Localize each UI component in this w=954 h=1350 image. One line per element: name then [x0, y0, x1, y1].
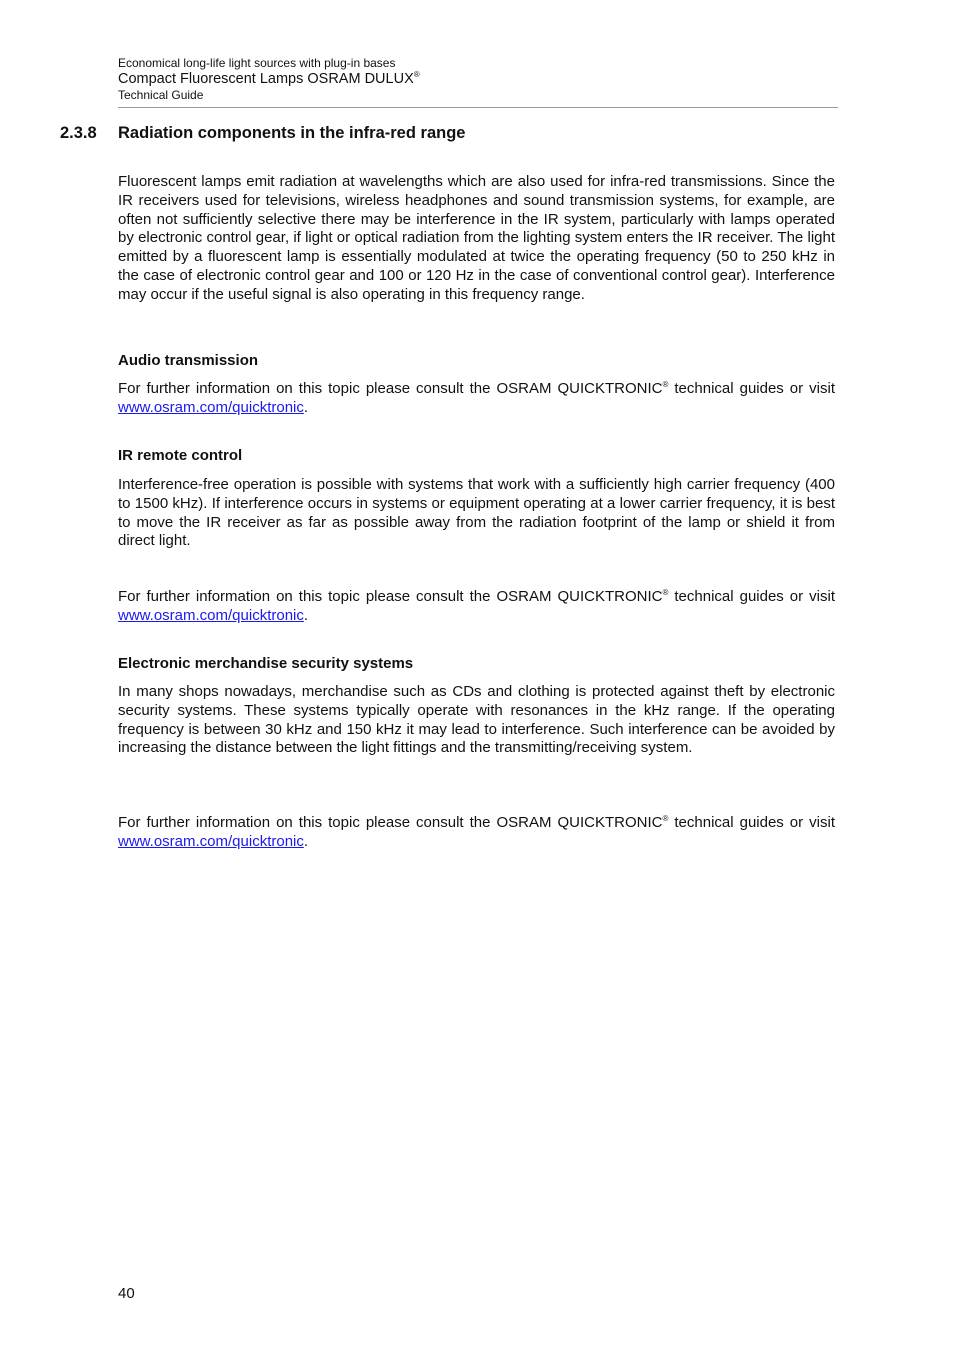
subsection-heading-audio: Audio transmission [118, 352, 259, 369]
quicktronic-link[interactable]: www.osram.com/quicktronic [118, 832, 304, 850]
header-title [118, 71, 838, 88]
section-title: Radiation components in the infra-red range [118, 124, 466, 142]
intro-paragraph: Fluorescent lamps emit radiation at wavelengths which are also used for infra-red transmissions. Since the IR receivers used for televisions, wireless headphones and sound transmission systems, for example, are often not sufficiently selective there may be interference in the IR system, particularly with lamps operated by electronic control gear, if light or optical radiation from the lighting system enters the IR receiver. The light emitted by a fluorescent lamp is essentially modulated at twice the operating frequency (50 to 250 kHz in the case of electronic control gear and 100 or 120 Hz in the case of conventional control gear). Interference may occur if the useful signal is also operating in this frequency range. [118, 173, 835, 303]
further-info-text: technical guides or visit [668, 814, 835, 831]
subsection-heading-ir-remote: IR remote control [118, 447, 243, 464]
subsection-heading-security-systems: Electronic merchandise security systems [118, 655, 414, 672]
further-info-text: For further information on this topic please consult the OSRAM QUICKTRONIC [118, 380, 663, 397]
further-info-paragraph [118, 380, 835, 418]
further-info-text: . [303, 832, 309, 850]
further-info-text: For further information on this topic please consult the OSRAM QUICKTRONIC [118, 814, 663, 831]
quicktronic-link[interactable]: www.osram.com/quicktronic [118, 398, 304, 416]
further-info-text: technical guides or visit [668, 588, 835, 605]
further-info-text: . [303, 398, 309, 416]
further-info-text: For further information on this topic please consult the OSRAM QUICKTRONIC [118, 588, 663, 605]
section-heading [60, 124, 465, 143]
registered-mark: ® [413, 70, 420, 79]
header-subtitle: Economical long-life light sources with plug-in bases [118, 56, 396, 70]
header-divider [118, 107, 838, 108]
further-info-paragraph [118, 588, 835, 626]
further-info-paragraph [118, 814, 835, 852]
header-guide-label: Technical Guide [118, 88, 204, 102]
further-info-text: . [303, 606, 309, 624]
security-systems-paragraph: In many shops nowadays, merchandise such as CDs and clothing is protected against theft by electronic security systems. These systems typically operate with resonances in the kHz range. If the operating frequency is between 30 kHz and 150 kHz it may lead to interference. Such interference can be avoided by increasing the distance between the light fittings and the transmitting/receiving system. [118, 683, 835, 757]
registered-mark: ® [662, 380, 669, 389]
header-title-text: Compact Fluorescent Lamps OSRAM DULUX [118, 71, 414, 87]
ir-remote-paragraph: Interference-free operation is possible with systems that work with a sufficiently high carrier frequency (400 to 1500 kHz). If interference occurs in systems or equipment operating at a lower carrier frequency, it is best to move the IR receiver as far as possible away from the radiation footprint of the lamp or shield it from direct light. [118, 476, 835, 550]
registered-mark: ® [662, 588, 669, 597]
quicktronic-link[interactable]: www.osram.com/quicktronic [118, 606, 304, 624]
page-number: 40 [118, 1285, 135, 1302]
section-number: 2.3.8 [60, 124, 97, 142]
registered-mark: ® [662, 814, 669, 823]
running-header [118, 56, 838, 103]
further-info-text: technical guides or visit [668, 380, 835, 397]
